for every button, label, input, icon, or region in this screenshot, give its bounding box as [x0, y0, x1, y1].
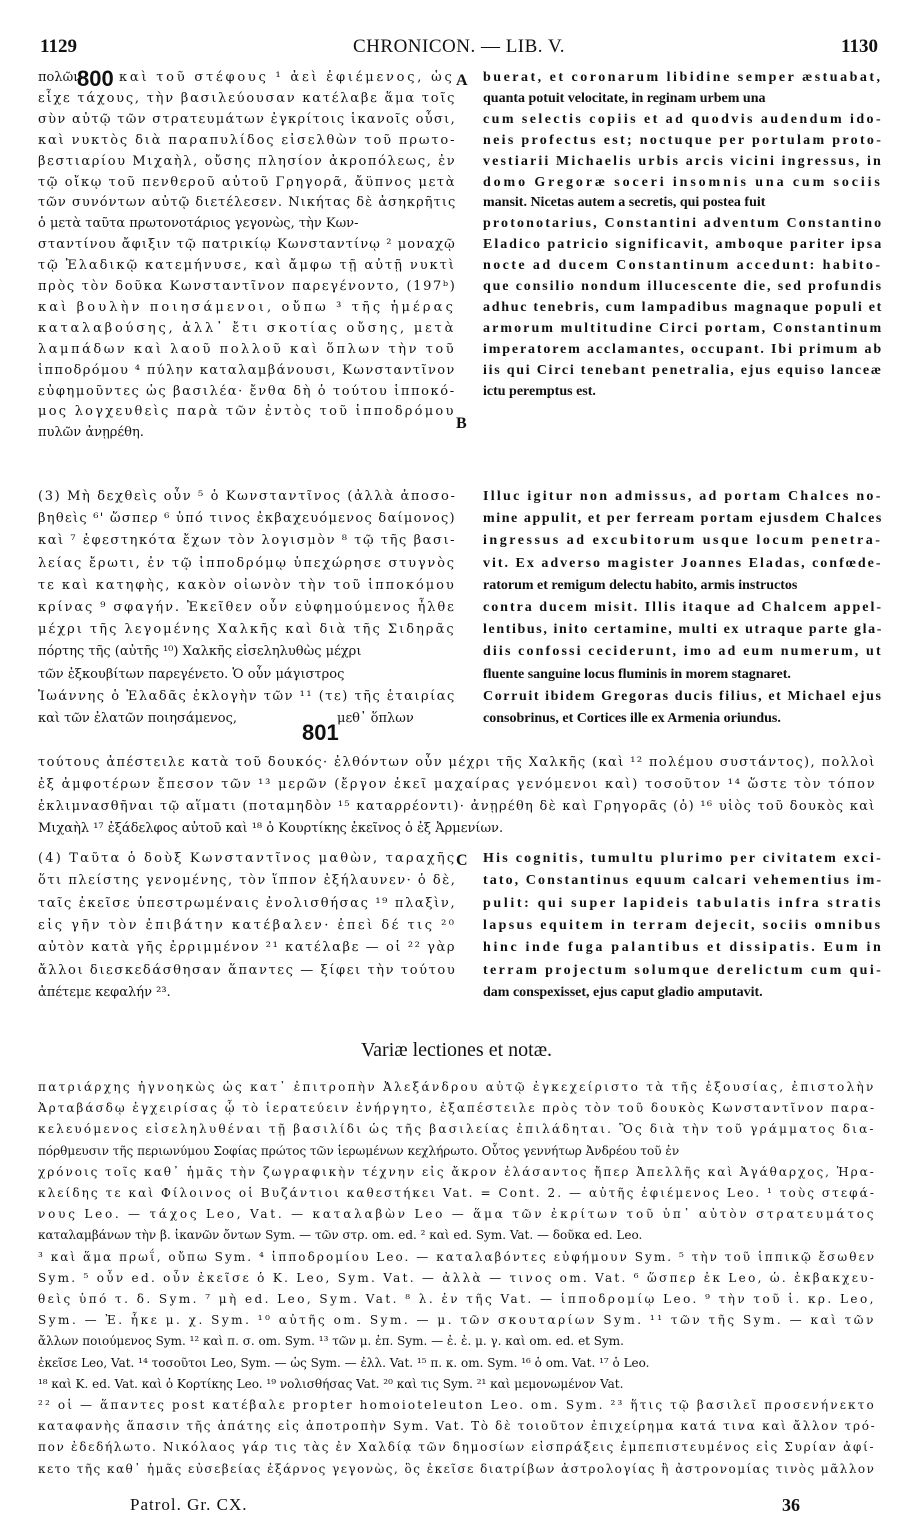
greek-text-line: βεστιαρίου Μιχαὴλ, οὔσης πλησίον ἀκροπόλεως, ἐν [38, 153, 457, 169]
latin-text-line: hinc inde fuga palantibus et dissipatis. Eum in [483, 940, 884, 956]
page-number-left: 1129 [40, 36, 77, 57]
latin-text-line: dam conspexisset, ejus caput gladio amputavit. [483, 984, 763, 1000]
greek-text-line: εἰς γῆν τὸν ἐπιβάτην κατέβαλεν· ἐπεὶ δέ τις ²⁰ [38, 917, 457, 933]
footer-series: Patrol. Gr. CX. [130, 1495, 248, 1514]
latin-text-line: ictu peremptus est. [483, 383, 596, 399]
page-footer [130, 1495, 800, 1525]
column-number-marker: 801 [302, 720, 339, 745]
greek-text-line: ὁ μετὰ ταῦτα πρωτονοτάριος γεγονὼς, τὴν Κων- [38, 216, 359, 232]
greek-text-line: καὶ ⁷ ἐφεστηκότα ἔχων τὸν λογισμὸν ⁸ τῷ τῆς βασι- [38, 533, 457, 549]
greek-text-line: βηθεὶς ⁶' ὥσπερ ⁶ ὑπό τινος ἐκβαχευόμενος δαίμονος) [38, 511, 456, 527]
page-number-right: 1130 [841, 36, 878, 57]
greek-text-line: τῷ Ἐλαδικῷ κατεμήνυσε, καὶ ἄμφω τῇ αὐτῇ νυκτὶ [38, 258, 456, 274]
greek-text-line: πρὸς τὸν δοῦκα Κωνσταντῖνον παρεγένοντο, (197ᵇ) [38, 279, 457, 294]
greek-full-width-line: ἐκλιμνασθῆναι τῷ αἵματι (ποταμηδὸν ¹⁵ καταρρέοντι)· ἀνῃρέθη δὲ καὶ Γρηγορᾶς (ὁ) ¹⁶ υἱὸς τοῦ δουκὸς καὶ [38, 799, 876, 814]
latin-text-line: buerat, et coronarum libidine semper æstuabat, [483, 70, 883, 85]
note-line: νους Leo. — τάχος Leo, Vat. — καταλαβὼν Leo — ἅμα τῶν ἐκρίτων τοῦ ὑπ᾽ αὐτὸν στρατευμάτος [38, 1207, 877, 1222]
greek-text-line: σταντίνου ἄφιξιν τῷ πατρικίῳ Κωνσταντίνῳ ² μοναχῷ [38, 237, 456, 253]
note-line: κελευόμενος εἰσεληλυθέναι τῇ βασιλίδι ὡς τῆς βασιλείας ἐπιλάδηται. Ὃς διὰ τὴν τοῦ γράμματος δια- [38, 1122, 876, 1137]
note-line: κετο τῆς καθ᾽ ἡμᾶς εὐσεβείας ἐξάρνος γεγονὼς, ὃς ἐκεῖσε διατρίβων ἀστρολογίας ἢ ἀστρονομίας τινὸς μᾶλλον [38, 1461, 876, 1476]
latin-text-line: terram projectum solumque derelictum cum qui- [483, 962, 884, 978]
latin-text-line: lapsus equitem in terram dejecit, sociis omnibus [483, 917, 883, 933]
latin-text-line: Corruit ibidem Gregoras ducis filius, et Michael ejus [483, 688, 883, 704]
greek-text-line: τῶν συνόντων αὐτῷ διετέλεσεν. Νικήτας δὲ ἀσηκρῆτις [38, 195, 457, 211]
greek-text-line: αὐτὸν κατὰ γῆς ἐρριμμένον ²¹ κατέλαβε — οἱ ²² γὰρ [38, 940, 457, 956]
notes-title: Variæ lectiones et notæ. [360, 1039, 553, 1061]
note-line: ἐκεῖσε Leo, Vat. ¹⁴ τοσοῦτοι Leo, Sym. — ὡς Sym. — ἐλλ. Vat. ¹⁵ π. κ. om. Sym. ¹⁶ ὁ om. Vat. ¹⁷ ὁ Leo. [38, 1355, 650, 1370]
greek-full-width-line: ἐξ ἀμφοτέρων ἔπεσον τῶν ¹³ μερῶν (ἔργον ἐκεῖ μαχαίρας γενόμενοι καὶ) τοσοῦτον ¹⁴ ὥστε τὸν τόπον [38, 777, 877, 792]
greek-text-line: Ἰωάννης ὁ Ἐλαδᾶς ἐκλογὴν τῶν ¹¹ (τε) τῆς ἑταιρίας [38, 688, 456, 704]
note-line: καταφανὴς ἅπασιν τῆς ἀπάτης εἰς ἀποτροπὴν Sym. Vat. Τὸ δὲ τοιοῦτον ἐπιχείρημα κατά τινα καὶ ἄλλον τρό- [38, 1419, 877, 1434]
greek-text-line: πόρτης τῆς (αὐτῆς ¹⁰) Χαλκῆς εἰσεληλυθὼς μέχρι [38, 644, 362, 660]
latin-text-line: que consilio nondum illucescente die, sed profundis [483, 279, 883, 294]
note-line: Sym. ⁵ οὖν ed. οὖν ἐκεῖσε ὁ Κ. Leo, Sym. Vat. — ἀλλὰ — τινος om. Vat. ⁶ ὥσπερ ἐκ Leo, ὡ. ἐκβακχευ- [38, 1270, 877, 1285]
section-letter-marker: A [456, 72, 468, 89]
latin-text-line: contra ducem misit. Illis itaque ad Chalcem appel- [483, 600, 883, 615]
greek-text-line: πολῶν [38, 70, 82, 85]
note-line: χρόνοις τοῖς καθ᾽ ἡμᾶς τὴν ζωγραφικὴν τέχνην εἰς ἄκρον ἐλάσαντος ἤπερ Ἀπελλῆς καὶ Ἀγάθαρχος, Ἡρα- [38, 1164, 876, 1179]
note-line: πατριάρχης ἠγνοηκὼς ὡς κατ᾽ ἐπιτροπὴν Ἀλεξάνδρου αὐτῷ ἐγκεχείριστο τὰ τῆς ἐξουσίας, ἐπιστολὴν [38, 1080, 876, 1094]
greek-text-line: λαμπάδων καὶ λαοῦ πολλοῦ καὶ ὅπλων τὴν τοῦ [38, 341, 457, 357]
latin-text-line: armorum multitudine Circi portam, Constantinum [483, 320, 884, 336]
latin-text-line: neis profectus est; noctuque per portulam proto- [483, 132, 884, 148]
latin-text-line: adhuc tenebris, cum lampadibus magnaque populi et [483, 299, 884, 315]
note-line: πόρθμευσιν τῆς περιωνύμου Σοφίας πρώτος τῶν ἱερωμένων κεχλήρωτο. Οὗτος γεννήτωρ Ἀνδρέου τοῦ ἐν [38, 1143, 680, 1158]
note-line: ἄλλων ποιούμενος Sym. ¹² καὶ π. σ. om. Sym. ¹³ τῶν μ. ἐπ. Sym. — ἐ. ἐ. μ. γ. καὶ om. ed. et Sym. [38, 1334, 624, 1349]
latin-text-line: pulit: qui super lapideis tabulatis infra stratis [483, 895, 884, 911]
latin-text-line: Illuc igitur non admissus, ad portam Chalces no- [483, 489, 883, 504]
latin-text-line: mansit. Nicetas autem a secretis, qui postea fuit [483, 195, 766, 211]
latin-text-line: His cognitis, tumultu plurimo per civitatem exci- [483, 851, 883, 866]
latin-text-line: consobrinus, et Cortices ille ex Armenia oriundus. [483, 711, 781, 726]
running-title: CHRONICON. — LIB. V. [353, 36, 565, 57]
greek-text-line: κρίνας ⁹ σφαγήν. Ἐκεῖθεν οὖν εὐφημούμενος ἦλθε [38, 600, 456, 615]
latin-text-line: ratorum et remigum delectu habito, armis instructos [483, 577, 798, 593]
greek-text-line: σὺν αὐτῷ τῶν στρατευμάτων ἐγκρίτοις ἱκανοῖς οὖσι, [38, 111, 457, 127]
note-line: πον ἐδεδήλωτο. Νικόλαος γάρ τις τὰς ἐν Χαλδίᾳ τῶν δημοσίων εἰσπράξεις ἐμπεπιστευμένος εἰς Συρίαν ἀφί- [38, 1440, 876, 1455]
latin-text-line: Eladico patricio significavit, amboque pariter ipsa [483, 237, 884, 253]
greek-text-line: ἀπέτεμε κεφαλήν ²³. [38, 984, 171, 1000]
greek-text-line: καὶ βουλὴν ποιησάμενοι, οὔπω ³ τῆς ἡμέρας [38, 299, 456, 315]
latin-text-line: tato, Constantinus equum calcari vehementius im- [483, 873, 884, 889]
greek-text-line: εὐφημοῦντες ὡς βασιλέα· ἔνθα δὴ ὁ τούτου ἱπποκό- [38, 383, 456, 399]
greek-text-line: ἱπποδρόμου ⁴ πύλην καταλαμβάνουσι, Κωνσταντῖνον [38, 362, 456, 378]
greek-text-line: ὅτι πλείστης γενομένης, τὸν ἵππον ἐξήλαυνεν· ὁ δὲ, [38, 873, 457, 889]
greek-text-line: πυλῶν ἀνῃρέθη. [38, 425, 144, 441]
greek-text-line: καταλαβούσης, ἀλλ᾽ ἔτι σκοτίας οὔσης, μετὰ [38, 320, 457, 336]
note-line: θεὶς ὑπό τ. δ. Sym. ⁷ μὴ ed. Leo, Sym. Vat. ⁸ λ. ἐν τῆς Vat. — ἱπποδρομίῳ Leo. ⁹ τὴν τοῦ ἱ. κρ. Leo, [38, 1292, 876, 1306]
note-line: καταλαμβάνων τὴν β. ἱκανῶν ὄντων Sym. — τῶν στρ. om. ed. ² καὶ ed. Sym. Vat. — δοῦκα ed. Leo. [38, 1228, 643, 1243]
greek-text-line: (3) Μὴ δεχθεὶς οὖν ⁵ ὁ Κωνσταντῖνος (ἀλλὰ ἀποσο- [38, 489, 457, 504]
latin-text-line: mine appulit, et per ferream portam ejusdem Chalces [483, 511, 883, 527]
note-line: ³ καὶ ἅμα πρωΐ, οὔπω Sym. ⁴ ἱπποδρομίου Leo. — καταλαβόντες εὐφήμουν Sym. ⁵ τὴν τοῦ ἱππικῷ ἔσωθεν [38, 1249, 877, 1264]
greek-text-line: τῶν ἐξκουβίτων παρεγένετο. Ὁ οὖν μάγιστρος [38, 666, 345, 682]
greek-text-line: μος λογχευθεὶς παρὰ τῶν ἐντὸς τοῦ ἱπποδρόμου [38, 404, 456, 420]
greek-text-line: καὶ τοῦ στέφους ¹ ἀεὶ ἐφιέμενος, ὡς [119, 70, 455, 85]
latin-text-line: ingressus ad excubitorum usque locum penetra- [483, 533, 883, 549]
note-line: Sym. — Ἐ. ἧκε μ. χ. Sym. ¹⁰ αὐτῆς om. Sym. — μ. τῶν σκουταρίων Sym. ¹¹ τῶν τῆς Sym. — καὶ τῶν [38, 1313, 876, 1328]
latin-text-line: lentibus, inito certamine, multi ex utraque parte gla- [483, 622, 883, 638]
latin-text-line: vit. Ex adverso magister Joannes Eladas, confœde- [483, 555, 883, 571]
latin-text-line: nocte ad ducem Constantinum accedunt: habito- [483, 258, 883, 274]
greek-text-line: καὶ τῶν ἐλατῶν ποιησάμενος, [38, 711, 238, 726]
latin-text-line: iis qui Circi tenebant penetralia, ejus equiso lanceæ [483, 362, 883, 378]
greek-text-line: καὶ νυκτὸς διὰ παραπυλίδος εἰσελθὼν τοῦ πρωτο- [38, 132, 457, 148]
greek-full-width-line: τούτους ἀπέστειλε κατὰ τοῦ δουκός· ἐλθόντων οὖν μέχρι τῆς Χαλκῆς (καὶ ¹² πολέμου συστάντος), πολλοὶ [38, 755, 876, 770]
latin-text-line: imperatorem acclamantes, occupant. Ibi primum ab [483, 341, 884, 357]
section-letter-marker: B [456, 415, 467, 432]
latin-text-line: diis confossi ceciderunt, imo ad eum numerum, ut [483, 644, 883, 660]
greek-text-line: ἄλλοι διεσκεδάσθησαν ἅπαντες — ξίφει τὴν τούτου [38, 962, 457, 978]
latin-text-line: cum selectis copiis et ad quodvis audendum ido- [483, 111, 884, 127]
greek-text-line: (4) Ταῦτα ὁ δοὺξ Κωνσταντῖνος μαθὼν, ταραχῆς [38, 851, 457, 866]
greek-text-line: ταῖς ἐκεῖσε ὑπεστρωμέναις ἐνολισθήσας ¹⁹ πλαξὶν, [38, 895, 457, 911]
page-header [40, 36, 878, 62]
greek-full-width-line: Μιχαὴλ ¹⁷ ἐξάδελφος αὐτοῦ καὶ ¹⁸ ὁ Κουρτίκης ἐκεῖνος ὁ ἐξ Ἀρμενίων. [38, 821, 504, 836]
latin-text-line: fluente sanguine locus fluminis in morem stagnaret. [483, 666, 791, 682]
column-number-marker: 800 [77, 66, 114, 91]
note-line: ¹⁸ καὶ Κ. ed. Vat. καὶ ὁ Κορτίκης Leo. ¹⁹ νολισθήσας Vat. ²⁰ καὶ τις Sym. ²¹ καὶ μεμονωμένον Vat. [38, 1376, 624, 1391]
note-line: ²² οἱ — ἅπαντες post κατέβαλε propter homoioteleuton Leo. om. Sym. ²³ ἥτις τῷ βασιλεῖ προσενήνεκτο [38, 1398, 876, 1412]
latin-text-line: quanta potuit velocitate, in reginam urbem una [483, 90, 766, 106]
greek-text-line: μεθ᾽ ὅπλων [337, 711, 414, 726]
latin-text-line: domo Gregoræ soceri insomnis una cum sociis [483, 174, 883, 190]
note-line: κλείδης τε καὶ Φίλοινος οἱ Βυζάντιοι καθεστήκει Vat. = Cont. 2. — αὐτῆς ἐφιέμενος Leo. ¹ τοὺς στεφά- [38, 1186, 876, 1200]
greek-text-line: τε καὶ κατηφὴς, κακὸν οἰωνὸν τὴν τοῦ ἱπποκόμου [38, 577, 456, 593]
greek-text-line: μέχρι τῆς λεγομένης Χαλκῆς καὶ διὰ τῆς Σιδηρᾶς [38, 622, 456, 638]
latin-text-line: vestiarii Michaelis urbis arcis vicini ingressus, in [483, 153, 883, 169]
footer-signature: 36 [782, 1495, 800, 1515]
latin-text-line: protonotarius, Constantini adventum Constantino [483, 216, 884, 232]
greek-text-line: εἶχε τάχους, τὴν βασιλεύουσαν κατέλαβε ἅμα τοῖς [38, 90, 457, 106]
greek-text-line: λείας ἔρωτι, ἐν τῷ ἱπποδρόμῳ ὑπεχώρησε στυγνὸς [38, 555, 456, 571]
greek-text-line: τῷ οἴκῳ τοῦ πενθεροῦ αὐτοῦ Γρηγορᾶ, ἄϋπνος μετὰ [38, 174, 457, 190]
section-letter-marker: C [456, 852, 468, 869]
note-line: Ἀρταβάσδῳ ἐγχειρίσας ᾧ τὸ ἱερατεύειν ἐνήργητο, ἐξαπέστειλε πρὸς τὸν τοῦ δουκὸς Κωνσταντῖνον παρα- [38, 1101, 877, 1116]
